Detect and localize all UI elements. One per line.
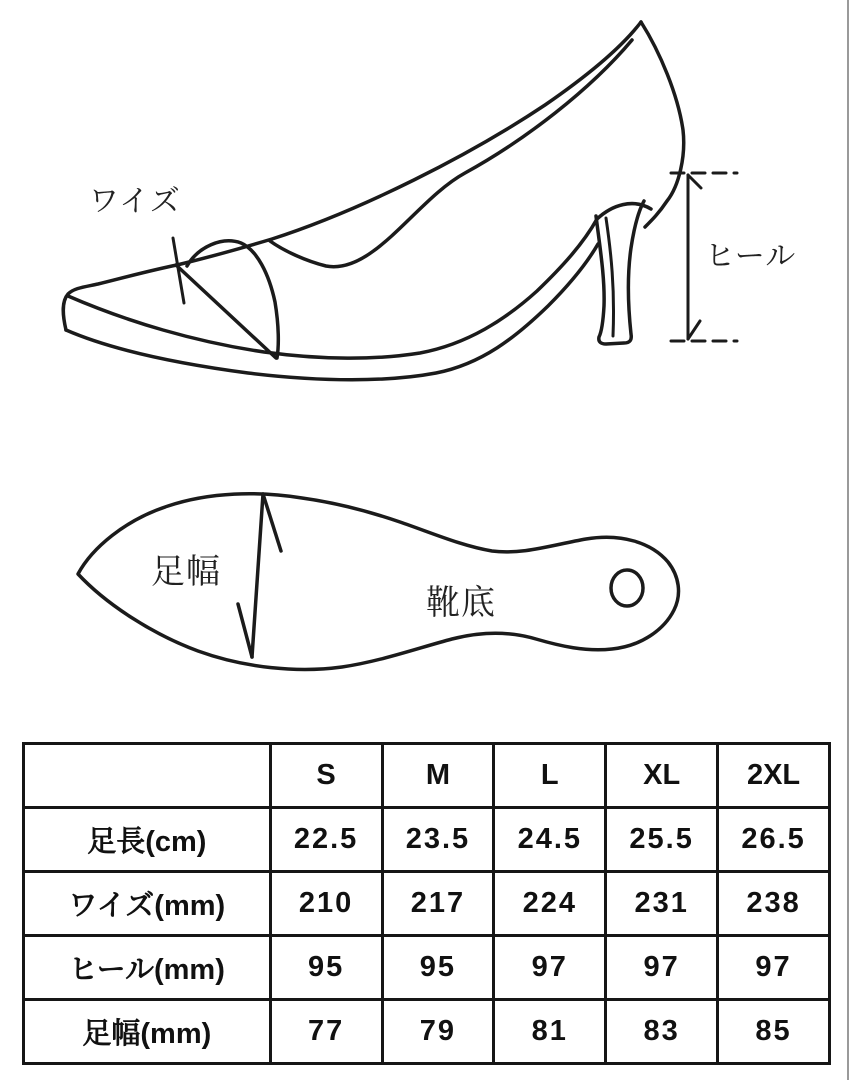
heel-inner-line — [606, 218, 614, 336]
table-cell: 97 — [718, 936, 830, 1000]
table-row-foot-length — [24, 808, 830, 872]
right-edge-line — [847, 0, 849, 1080]
row-label: 足長(cm) — [24, 808, 271, 872]
row-label: 足幅(mm) — [24, 1000, 271, 1064]
sole-welt-line — [68, 219, 597, 358]
size-column-2xl: 2XL — [718, 744, 830, 808]
table-row-width — [24, 872, 830, 936]
foot-width-arrow-bottom-barb — [238, 604, 252, 657]
heel-arrow-bottom-barb — [688, 321, 700, 339]
sole-label: 靴底 — [426, 584, 496, 622]
table-cell: 81 — [494, 1000, 606, 1064]
table-cell: 238 — [718, 872, 830, 936]
table-cell: 224 — [494, 872, 606, 936]
foot-width-label: 足幅 — [151, 553, 221, 591]
table-cell: 26.5 — [718, 808, 830, 872]
table-cell: 83 — [606, 1000, 718, 1064]
row-label: ヒール(mm) — [24, 936, 271, 1000]
table-cell: 97 — [606, 936, 718, 1000]
table-cell: 95 — [382, 936, 494, 1000]
table-cell: 22.5 — [270, 808, 382, 872]
size-column-s: S — [270, 744, 382, 808]
heel-label: ヒール — [705, 240, 797, 273]
sole-heel-circle — [611, 570, 643, 606]
table-cell: 231 — [606, 872, 718, 936]
size-table-corner-cell — [24, 744, 271, 808]
width-label: ワイズ — [89, 185, 181, 218]
size-column-m: M — [382, 744, 494, 808]
table-row-heel — [24, 936, 830, 1000]
table-cell: 77 — [270, 1000, 382, 1064]
table-cell: 25.5 — [606, 808, 718, 872]
row-label: ワイズ(mm) — [24, 872, 271, 936]
heel-block — [596, 201, 644, 344]
shoe-opening-inner-line — [270, 40, 632, 267]
size-table — [22, 742, 831, 1065]
table-cell: 85 — [718, 1000, 830, 1064]
size-column-xl: XL — [606, 744, 718, 808]
table-cell: 95 — [270, 936, 382, 1000]
table-row-foot-width — [24, 1000, 830, 1064]
size-column-l: L — [494, 744, 606, 808]
table-cell: 23.5 — [382, 808, 494, 872]
shoe-back-edge — [641, 22, 684, 227]
table-cell: 24.5 — [494, 808, 606, 872]
foot-width-arrow-line — [252, 494, 263, 657]
shoe-topline — [63, 22, 641, 330]
table-cell: 79 — [382, 1000, 494, 1064]
table-cell: 217 — [382, 872, 494, 936]
size-table-header-row — [24, 744, 830, 808]
foot-width-arrow-top-barb — [263, 494, 281, 551]
table-cell: 210 — [270, 872, 382, 936]
heel-arrow-top-barb — [688, 175, 701, 188]
table-cell: 97 — [494, 936, 606, 1000]
